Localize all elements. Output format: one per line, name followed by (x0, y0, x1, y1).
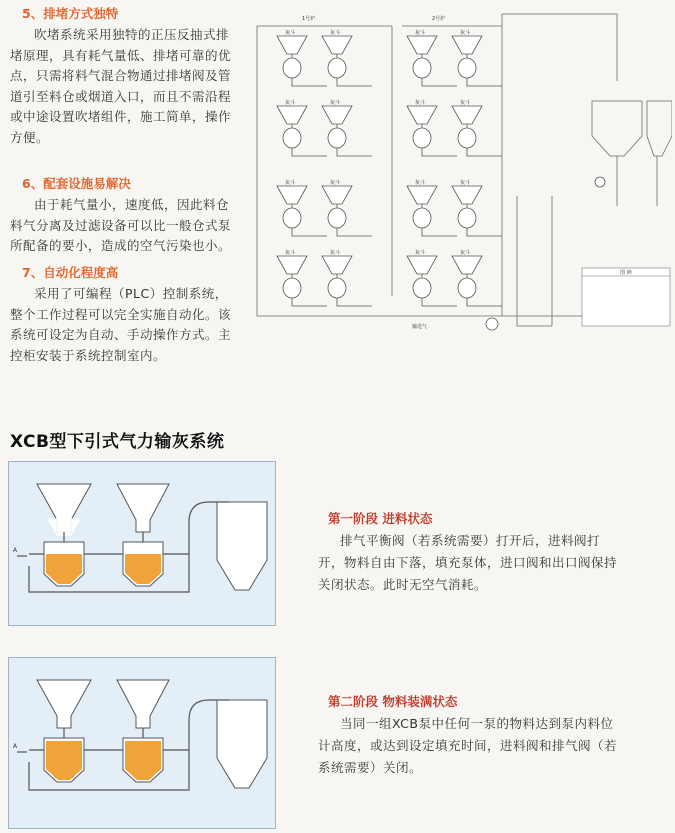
air-label: 输送气 (412, 324, 428, 330)
schematic-hopper (277, 256, 307, 274)
text-line: 道引至料仓或烟道入口，而且不需沿程 (10, 88, 232, 104)
stage-1-diagram (8, 461, 276, 626)
hopper-label: 灰斗 (415, 250, 426, 256)
text-line: 控柜安装于系统控制室内。 (10, 347, 167, 363)
row-label-right: 2号炉 (432, 16, 446, 22)
pump-system-drawing (9, 462, 275, 625)
hopper-label: 灰斗 (330, 100, 341, 106)
hopper-label: 灰斗 (460, 250, 471, 256)
schematic-hopper (452, 36, 482, 54)
schematic-pump (283, 208, 301, 228)
schematic-hopper (407, 186, 437, 204)
text-line: 料气分离及过滤设备可以比一般仓式泵 (10, 217, 232, 233)
feature-6-text (10, 195, 250, 257)
text-line: 堵原理，具有耗气量低、排堵可靠的优 (10, 47, 232, 63)
schematic-pump (283, 58, 301, 78)
text-line: 系统需要）关闭。 (318, 760, 423, 775)
hopper-label: 灰斗 (415, 30, 426, 36)
text-line: 所配备的要小，造成的空气污染也小。 (10, 238, 232, 253)
text-line: 系统可设定为自动、手动操作方式。主 (10, 327, 232, 342)
schematic-hopper (407, 106, 437, 124)
hopper-label: 灰斗 (415, 100, 426, 106)
hopper-label: 灰斗 (415, 180, 426, 186)
text-line: 关闭状态。此时无空气消耗。 (318, 577, 488, 592)
schematic-pump (413, 278, 431, 298)
row-label-left: 1号炉 (302, 16, 316, 22)
feature-5-heading: 5、排堵方式独特 (22, 6, 119, 21)
text-line: 计高度，或达到设定填充时间，进料阀和排气阀（若 (318, 738, 618, 753)
schematic-hopper (277, 186, 307, 204)
text-line: 吹堵系统采用独特的正压反抽式排 (34, 27, 230, 42)
schematic-hopper (322, 36, 352, 54)
schematic-pump (458, 58, 476, 78)
stage-2-text (318, 713, 663, 779)
text-line: 点，只需将料气混合物通过排堵阀及管 (10, 68, 232, 83)
feature-5-text (10, 25, 250, 148)
text-line: 由于耗气量小，速度低，因此料仓 (34, 197, 230, 212)
stage-1-title: 第一阶段 进料状态 (328, 511, 433, 526)
svg-text:A: A (13, 743, 18, 750)
schematic-pump (458, 208, 476, 228)
schematic-drawing (252, 6, 672, 351)
schematic-hopper (322, 256, 352, 274)
schematic-hopper (452, 256, 482, 274)
stage-2-title: 第二阶段 物料装满状态 (328, 694, 458, 709)
schematic-hopper (452, 186, 482, 204)
feature-6-heading: 6、配套设施易解决 (22, 176, 131, 191)
schematic-hopper (407, 36, 437, 54)
feature-7-text (10, 284, 250, 366)
schematic-pump (328, 278, 346, 298)
hopper-label: 灰斗 (285, 30, 296, 36)
svg-text:A: A (13, 547, 18, 554)
schematic-pump (283, 278, 301, 298)
legend-title: 图 例 (620, 270, 632, 276)
hopper-label: 灰斗 (285, 180, 296, 186)
text-line: 当同一组XCB泵中任何一泵的物料达到泵内料位 (340, 716, 614, 731)
text-line: 开，物料自由下落，填充泵体，进口阀和出口阀保持 (318, 555, 618, 570)
schematic-hopper (322, 106, 352, 124)
hopper-label: 灰斗 (285, 100, 296, 106)
hopper-label: 灰斗 (330, 180, 341, 186)
system-schematic (252, 6, 672, 351)
hopper-label: 灰斗 (460, 30, 471, 36)
feature-7-heading: 7、自动化程度高 (22, 265, 119, 280)
schematic-pump (328, 128, 346, 148)
schematic-hopper (277, 36, 307, 54)
text-line: 排气平衡阀（若系统需要）打开后，进料阀打 (340, 533, 601, 548)
schematic-pump (328, 58, 346, 78)
hopper-label: 灰斗 (285, 250, 296, 256)
schematic-hopper (407, 256, 437, 274)
schematic-pump (413, 58, 431, 78)
hopper-label: 灰斗 (460, 100, 471, 106)
schematic-pump (413, 208, 431, 228)
text-line: 方便。 (10, 129, 50, 145)
stage-1-text (318, 530, 663, 596)
valve-icon (595, 177, 605, 187)
schematic-pump (283, 128, 301, 148)
stage-2-diagram (8, 657, 276, 829)
schematic-hopper (277, 106, 307, 124)
hopper-label: 灰斗 (330, 250, 341, 256)
pump-system-drawing (9, 658, 275, 828)
schematic-pump (458, 278, 476, 298)
text-line: 或中途设置吹堵组件，施工简单，操作 (10, 109, 232, 124)
compressor-icon (486, 318, 498, 330)
main-title: XCB型下引式气力输灰系统 (10, 432, 225, 452)
schematic-pump (328, 208, 346, 228)
schematic-pump (413, 128, 431, 148)
schematic-pump (458, 128, 476, 148)
hopper-label: 灰斗 (330, 30, 341, 36)
text-line: 采用了可编程（PLC）控制系统， (34, 286, 228, 301)
schematic-hopper (452, 106, 482, 124)
text-line: 整个工作过程可以完全实施自动化。该 (10, 306, 232, 322)
schematic-hopper (322, 186, 352, 204)
hopper-label: 灰斗 (460, 180, 471, 186)
